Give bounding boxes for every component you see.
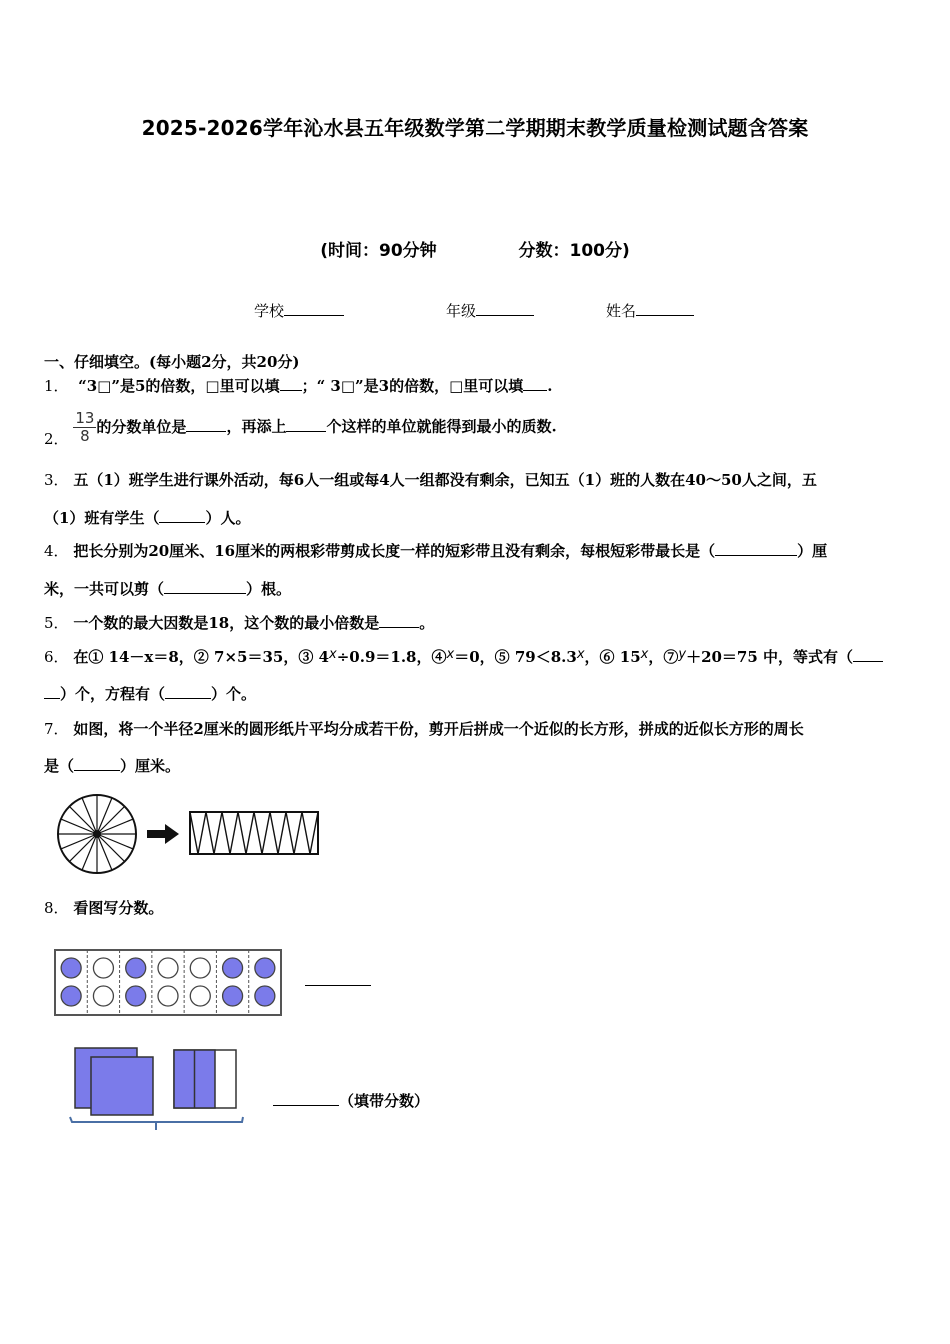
answer-line-1 [305,985,371,986]
filled-circle [126,958,146,978]
section-heading: 一、仔细填空。(每小题2分，共20分) [44,353,300,371]
divided-circle [58,795,136,873]
filled-circle [61,958,81,978]
empty-circle [93,986,113,1006]
page-title: 2025-2026学年沁水县五年级数学第二学期期末教学质量检测试题含答案 [141,116,809,140]
circle-to-rectangle-figure [55,792,325,882]
question-1: 1． “3□”是5的倍数，□里可以填 ；“ 3□”是3的倍数，□里可以填 . [44,377,553,395]
brace [70,1117,243,1130]
name-field: 姓名 [606,300,694,321]
question-8: 8． 看图写分数。 [44,899,164,917]
empty-circle [158,986,178,1006]
filled-circle [255,986,275,1006]
mixed-number-answer: （填带分数） [273,1090,429,1111]
fraction-13-8: $\frac{13}{8}$ [75,409,95,445]
filled-circle [126,986,146,1006]
filled-circle [223,958,243,978]
grade-field: 年级 [446,300,534,321]
school-field: 学校 [254,300,344,321]
question-3-line2: （1）班有学生（ ）人。 [44,509,251,527]
squares-figure [66,1045,246,1135]
filled-circle [255,958,275,978]
filled-circle [61,986,81,1006]
question-5: 5． 一个数的最大因数是18，这个数的最小倍数是 。 [44,614,435,632]
full-square-front [91,1057,153,1115]
approximate-rectangle [190,812,318,854]
question-4-line2: 米，一共可以剪（ ）根。 [44,580,292,598]
question-3: 3． 五（1）班学生进行课外活动，每6人一组或每4人一组都没有剩余，已知五（1）班的人数在40～50人之间，五 [44,471,817,489]
exam-info [0,236,950,261]
question-2: 2． $\frac{13}{8}$ 的分数单位是 ，再添上 个这样的单位就能得到最小的质数. [44,409,557,448]
question-6-line2: ）个，方程有（ ）个。 [44,684,904,704]
filled-circle [223,986,243,1006]
empty-circle [158,958,178,978]
question-7-line2: 是（ ）厘米。 [44,757,181,775]
empty-circle [190,986,210,1006]
question-6: 6． 在① 14－x＝8，② 7×5＝35，③ 4x÷0.9＝1.8，④x＝0，⑤ 79＜8.3x，⑥ 15x，⑦y＋20＝75 中，等式有（ [44,647,904,669]
arrow-icon [147,824,179,844]
empty-circle [190,958,210,978]
question-4: 4． 把长分别为20厘米、16厘米的两根彩带剪成长度一样的短彩带且没有剩余，每根短彩带最长是（ ）厘 [44,542,828,560]
question-7: 7． 如图，将一个半径2厘米的圆形纸片平均分成若干份，剪开后拼成一个近似的长方形，拼成的近似长方形的周长 [44,720,804,738]
circle-grid-figure [50,945,290,1023]
score-label: 分数：100分) [518,241,630,261]
time-label: (时间：90分钟 [320,241,437,261]
empty-circle [93,958,113,978]
